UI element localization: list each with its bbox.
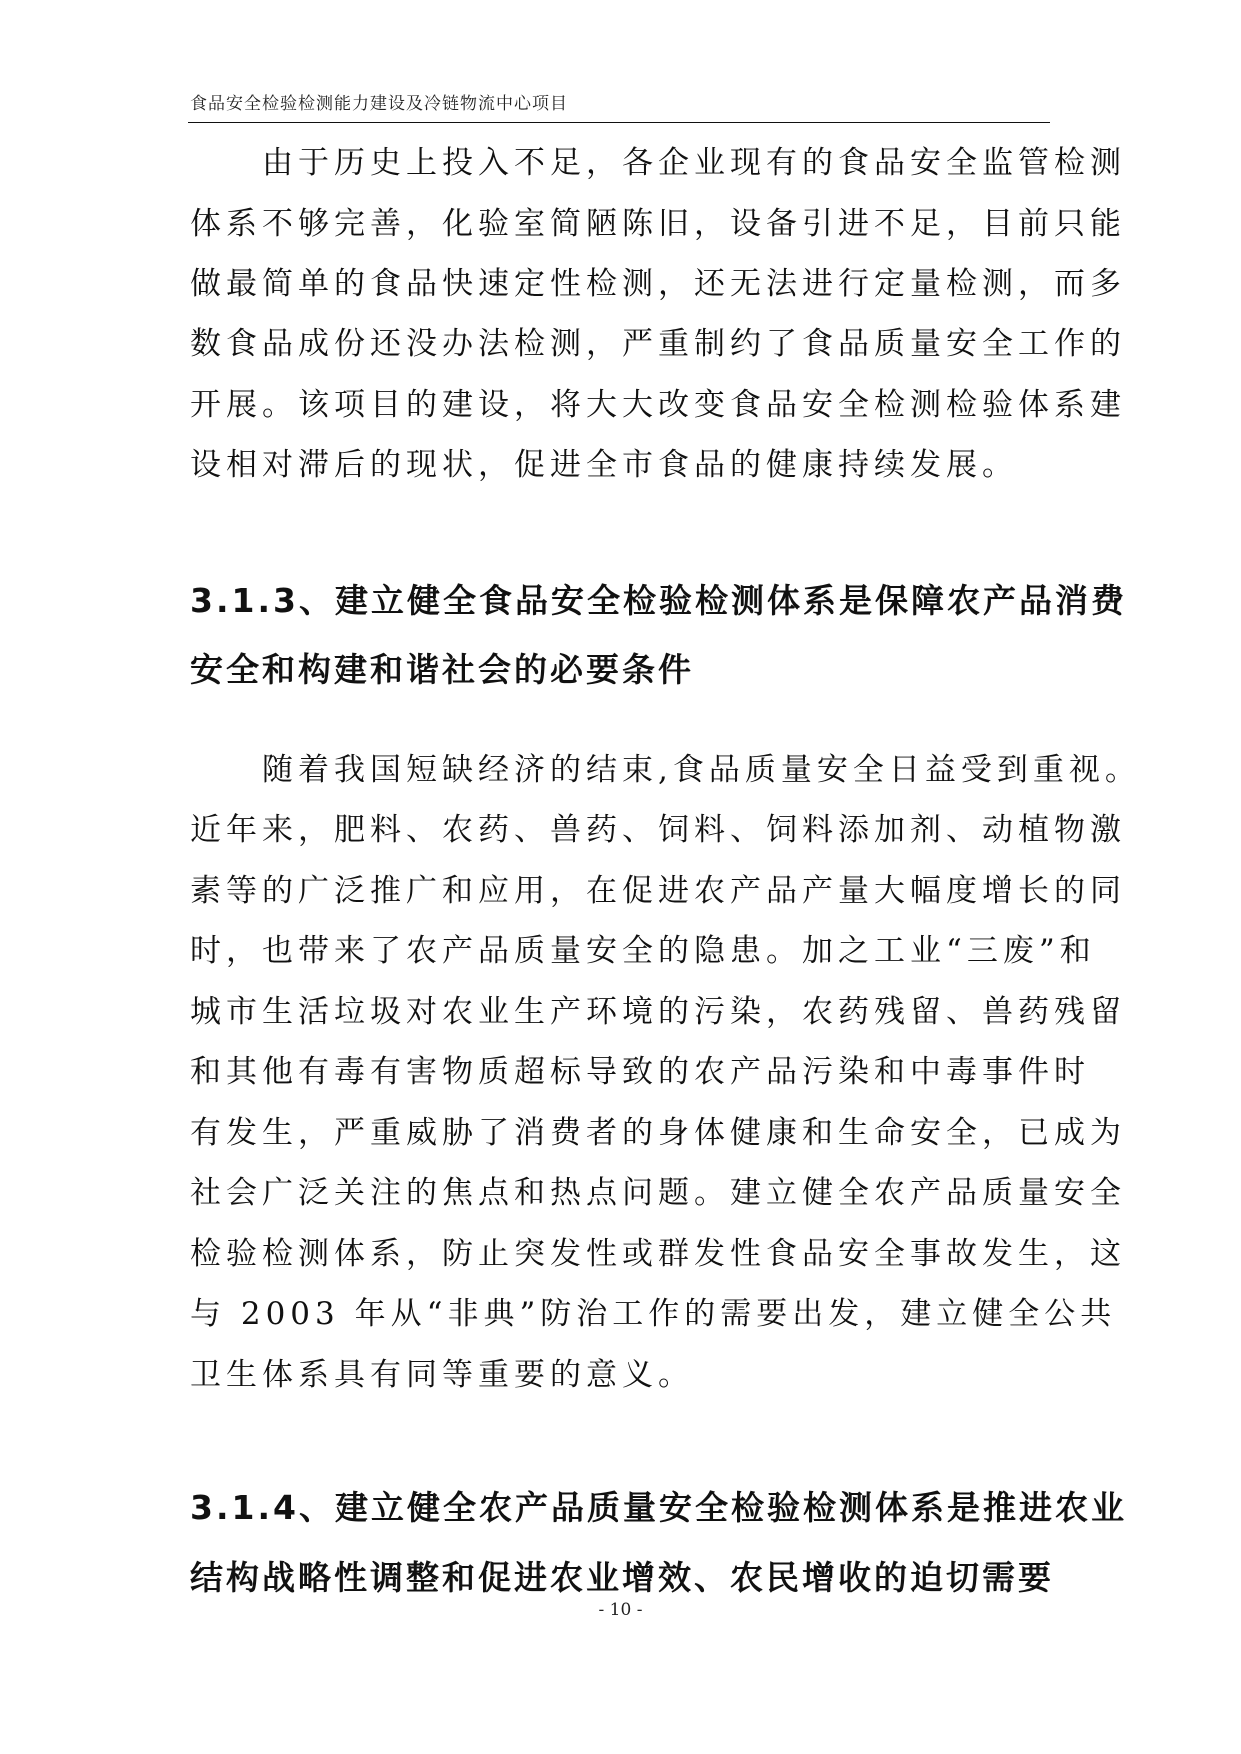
header-divider [188, 122, 1050, 123]
paragraph-line: 时，也带来了农产品质量安全的隐患。加之工业“三废”和 [190, 933, 1096, 969]
page-header-title: 食品安全检验检测能力建设及冷链物流中心项目 [190, 94, 568, 114]
paragraph-line: 体系不够完善，化验室简陋陈旧，设备引进不足，目前只能 [190, 206, 1126, 242]
paragraph-line: 开展。该项目的建设，将大大改变食品安全检测检验体系建 [190, 387, 1126, 423]
paragraph-line: 有发生，严重威胁了消费者的身体健康和生命安全，已成为 [190, 1115, 1126, 1151]
paragraph-line: 城市生活垃圾对农业生产环境的污染，农药残留、兽药残留 [190, 994, 1126, 1030]
paragraph-line: 卫生体系具有同等重要的意义。 [190, 1357, 694, 1393]
section-heading-line: 安全和构建和谐社会的必要条件 [190, 650, 694, 689]
section-heading-line: 3.1.3、建立健全食品安全检验检测体系是保障农产品消费 [190, 581, 1127, 620]
page-number: - 10 - [598, 1600, 643, 1620]
paragraph-line: 和其他有毒有害物质超标导致的农产品污染和中毒事件时 [190, 1054, 1090, 1090]
paragraph-line: 素等的广泛推广和应用，在促进农产品产量大幅度增长的同 [190, 873, 1126, 909]
paragraph-line: 检验检测体系，防止突发性或群发性食品安全事故发生，这 [190, 1236, 1126, 1272]
paragraph-line: 由于历史上投入不足，各企业现有的食品安全监管检测 [190, 145, 1126, 181]
paragraph-line: 近年来，肥料、农药、兽药、饲料、饲料添加剂、动植物激 [190, 812, 1126, 848]
paragraph-line: 数食品成份还没办法检测，严重制约了食品质量安全工作的 [190, 326, 1126, 362]
section-heading-line: 结构战略性调整和促进农业增效、农民增收的迫切需要 [190, 1558, 1054, 1597]
paragraph-line: 社会广泛关注的焦点和热点问题。建立健全农产品质量安全 [190, 1175, 1126, 1211]
section-heading-line: 3.1.4、建立健全农产品质量安全检验检测体系是推进农业 [190, 1488, 1127, 1527]
paragraph-line: 设相对滞后的现状，促进全市食品的健康持续发展。 [190, 447, 1018, 483]
paragraph-line: 做最简单的食品快速定性检测，还无法进行定量检测，而多 [190, 266, 1126, 302]
paragraph-line: 随着我国短缺经济的结束,食品质量安全日益受到重视。 [190, 752, 1141, 788]
paragraph-line: 与 2003 年从“非典”防治工作的需要出发，建立健全公共 [190, 1296, 1117, 1332]
